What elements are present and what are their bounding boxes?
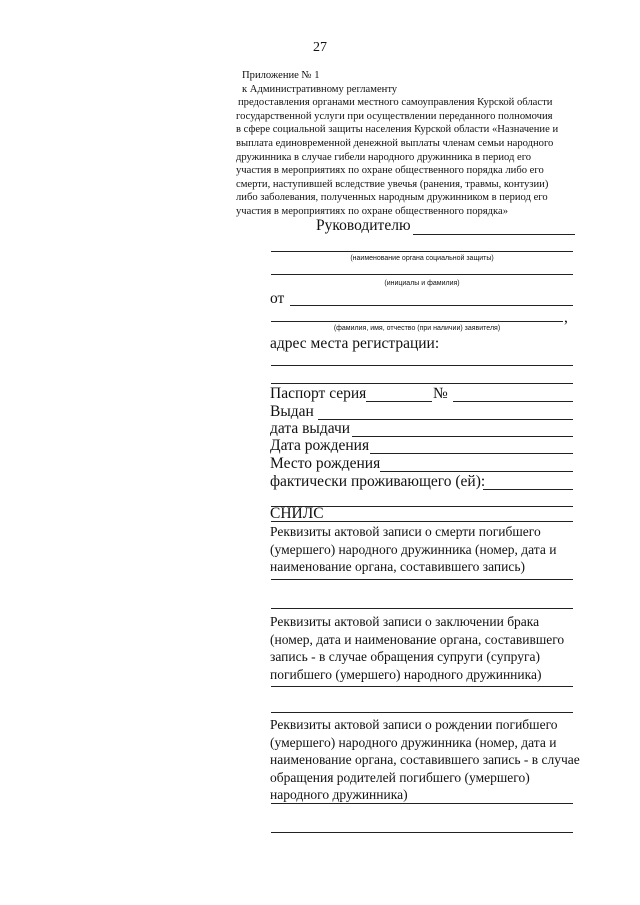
death-record-line: наименование органа, составившего запись) xyxy=(270,559,526,575)
address-label: адрес места регистрации: xyxy=(270,335,440,352)
initials-line[interactable] xyxy=(271,274,573,275)
passport-series-line[interactable] xyxy=(366,401,432,402)
organ-name-line[interactable] xyxy=(271,251,573,252)
issue-date-label: дата выдачи xyxy=(270,420,351,437)
applicant-name-line[interactable] xyxy=(271,321,563,322)
comma: , xyxy=(564,309,568,326)
from-label: от xyxy=(270,290,285,307)
marriage-record-line-2[interactable] xyxy=(271,712,573,713)
appendix-line: к Административному регламенту xyxy=(242,83,398,95)
appendix-line: выплата единовременной денежной выплаты членам семьи народного xyxy=(236,137,554,149)
appendix-line: либо заболевания, полученных народным дружинником в период его xyxy=(236,192,548,204)
birth-date-line[interactable] xyxy=(370,453,573,454)
actual-residence-line[interactable] xyxy=(483,489,573,490)
death-record-line: (умершего) народного дружинника (номер, дата и xyxy=(270,541,557,557)
marriage-record-line: запись - в случае обращения супруги (супруга) xyxy=(270,649,541,665)
from-line[interactable] xyxy=(290,305,573,306)
appendix-line: Приложение № 1 xyxy=(242,70,320,81)
marriage-record-line: (номер, дата и наименование органа, составившего xyxy=(270,631,565,647)
birth-place-line[interactable] xyxy=(380,471,573,472)
applicant-caption: (фамилия, имя, отчество (при наличии) заявителя) xyxy=(333,325,501,332)
appendix-line: смерти, наступившей вследствие увечья (ранения, травмы, контузии) xyxy=(236,178,549,190)
address-line-1[interactable] xyxy=(271,365,573,366)
issued-by-line[interactable] xyxy=(318,419,573,420)
issue-date-line[interactable] xyxy=(352,436,573,437)
birth-record-line: (умершего) народного дружинника (номер, дата и xyxy=(270,734,557,750)
appendix-line: участия в мероприятиях по охране общественного порядка» xyxy=(236,205,509,217)
birth-record-line-2[interactable] xyxy=(271,832,573,833)
appendix-line: государственной услуги при осуществлении переданного полномочия xyxy=(236,110,553,122)
actual-residence-label: фактически проживающего (ей): xyxy=(270,473,486,490)
birth-record-line: наименование органа, составившего запись - в случае xyxy=(270,752,580,768)
initials-caption: (инициалы и фамилия) xyxy=(384,280,460,287)
to-head-label: Руководителю xyxy=(316,217,411,234)
marriage-record-line-1[interactable] xyxy=(271,686,573,687)
birth-record-line: Реквизиты актовой записи о рождении погибшего xyxy=(270,717,558,732)
page-number: 27 xyxy=(313,40,327,55)
death-record-line-2[interactable] xyxy=(271,608,573,609)
birth-record-line: народного дружинника) xyxy=(270,787,408,803)
address-line-2[interactable] xyxy=(271,383,573,384)
appendix-line: в сфере социальной защиты населения Курской области «Назначение и xyxy=(236,124,559,136)
marriage-record-line: Реквизиты актовой записи о заключении брака xyxy=(270,614,540,629)
birth-record-line: обращения родителей погибшего (умершего) xyxy=(270,769,530,785)
death-record-line: Реквизиты актовой записи о смерти погибшего xyxy=(270,524,541,539)
marriage-record-line: погибшего (умершего) народного дружинника) xyxy=(270,666,542,682)
snils-line[interactable] xyxy=(271,521,573,522)
passport-number-label: № xyxy=(433,385,448,402)
appendix-line: дружинника в случае гибели народного дружинника в период его xyxy=(236,151,532,163)
appendix-line: предоставления органами местного самоуправления Курской области xyxy=(238,97,553,109)
birth-place-label: Место рождения xyxy=(270,455,381,472)
birth-record-line-1[interactable] xyxy=(271,803,573,804)
birth-record-label xyxy=(270,716,580,804)
death-record-label xyxy=(270,523,556,576)
snils-label: СНИЛС xyxy=(270,505,324,522)
head-name-line[interactable] xyxy=(413,234,575,235)
appendix-header xyxy=(236,69,581,219)
birth-date-label: Дата рождения xyxy=(270,437,370,454)
passport-number-line[interactable] xyxy=(453,401,573,402)
organ-caption: (наименование органа социальной защиты) xyxy=(350,255,494,262)
passport-series-label: Паспорт серия xyxy=(270,385,367,402)
death-record-line-1[interactable] xyxy=(271,579,573,580)
marriage-record-label xyxy=(270,613,564,683)
appendix-line: участия в мероприятиях по охране общественного порядка либо его xyxy=(236,165,544,177)
issued-by-label: Выдан xyxy=(270,403,314,420)
